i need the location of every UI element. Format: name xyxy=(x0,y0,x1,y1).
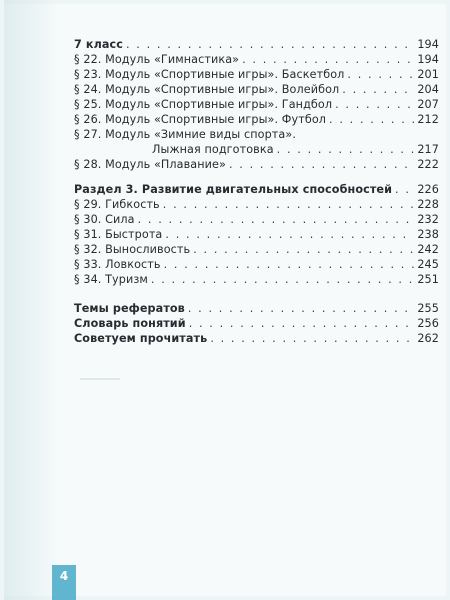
page-number-tab xyxy=(52,565,76,600)
leader-dots xyxy=(342,82,414,97)
toc-page: 242 xyxy=(417,243,439,256)
toc-page: 204 xyxy=(417,83,439,96)
toc-entry xyxy=(74,257,439,272)
toc-backmatter-entry xyxy=(74,331,439,346)
toc-label: Раздел 3. Развитие двигательных способностей xyxy=(74,183,393,196)
page-number: 4 xyxy=(59,569,69,583)
toc-label: § 25. Модуль «Спортивные игры». Гандбол xyxy=(74,98,333,111)
toc-page: 194 xyxy=(417,53,439,66)
leader-dots xyxy=(347,67,414,82)
toc-entry xyxy=(74,52,439,67)
toc-label: Советуем прочитать xyxy=(74,332,208,345)
toc-label: § 31. Быстрота xyxy=(74,228,163,241)
toc-label: § 24. Модуль «Спортивные игры». Волейбол xyxy=(74,83,340,96)
toc-page: 226 xyxy=(417,183,439,196)
leader-dots xyxy=(151,272,414,287)
toc-entry xyxy=(74,127,439,142)
leader-dots xyxy=(329,112,414,127)
toc-label: § 29. Гибкость xyxy=(74,198,160,211)
table-of-contents xyxy=(74,37,439,346)
page-gutter-shadow xyxy=(4,0,60,600)
leader-dots xyxy=(165,227,414,242)
leader-dots xyxy=(335,97,414,112)
toc-label: § 32. Выносливость xyxy=(74,243,191,256)
toc-page: 222 xyxy=(417,158,439,171)
toc-entry xyxy=(74,112,439,127)
leader-dots xyxy=(138,212,414,227)
toc-page: 245 xyxy=(417,258,439,271)
toc-label: Лыжная подготовка xyxy=(152,143,274,156)
toc-entry xyxy=(74,97,439,112)
toc-label: § 30. Сила xyxy=(74,213,135,226)
toc-label: § 34. Туризм xyxy=(74,273,148,286)
toc-label: Темы рефератов xyxy=(74,302,185,315)
toc-label: § 33. Ловкость xyxy=(74,258,161,271)
toc-entry-continuation xyxy=(74,142,439,157)
toc-page: 251 xyxy=(417,273,439,286)
toc-page: 256 xyxy=(417,317,439,330)
toc-heading-section3 xyxy=(74,182,439,197)
toc-backmatter-entry xyxy=(74,316,439,331)
toc-label: Словарь понятий xyxy=(74,317,186,330)
leader-dots xyxy=(395,182,414,197)
toc-label: 7 класс xyxy=(74,38,123,51)
toc-page: 255 xyxy=(417,302,439,315)
leader-dots xyxy=(126,37,414,52)
toc-entry xyxy=(74,227,439,242)
toc-entry xyxy=(74,157,439,172)
leader-dots xyxy=(242,52,414,67)
toc-page: 238 xyxy=(417,228,439,241)
toc-backmatter-entry xyxy=(74,301,439,316)
leader-dots xyxy=(229,157,414,172)
toc-page: 201 xyxy=(417,68,439,81)
toc-entry xyxy=(74,272,439,287)
leader-dots xyxy=(277,142,414,157)
toc-label: § 22. Модуль «Гимнастика» xyxy=(74,53,240,66)
toc-entry xyxy=(74,212,439,227)
toc-label: § 26. Модуль «Спортивные игры». Футбол xyxy=(74,113,327,126)
toc-page: 217 xyxy=(417,143,439,156)
spacer xyxy=(74,287,439,301)
toc-entry xyxy=(74,82,439,97)
leader-dots xyxy=(210,331,414,346)
toc-page: 207 xyxy=(417,98,439,111)
toc-entry xyxy=(74,242,439,257)
faint-mark xyxy=(80,378,120,380)
leader-dots xyxy=(193,242,414,257)
toc-page: 262 xyxy=(417,332,439,345)
spacer xyxy=(74,172,439,182)
leader-dots xyxy=(188,301,414,316)
toc-heading-grade7 xyxy=(74,37,439,52)
toc-entry xyxy=(74,197,439,212)
leader-dots xyxy=(163,197,414,212)
toc-entry xyxy=(74,67,439,82)
toc-label: § 27. Модуль «Зимние виды спорта». xyxy=(74,128,296,141)
toc-label: § 23. Модуль «Спортивные игры». Баскетбол xyxy=(74,68,345,81)
leader-dots xyxy=(164,257,414,272)
leader-dots xyxy=(189,316,414,331)
toc-page: 194 xyxy=(417,38,439,51)
toc-label: § 28. Модуль «Плавание» xyxy=(74,158,226,171)
toc-page: 228 xyxy=(417,198,439,211)
toc-page: 232 xyxy=(417,213,439,226)
toc-page: 212 xyxy=(417,113,439,126)
